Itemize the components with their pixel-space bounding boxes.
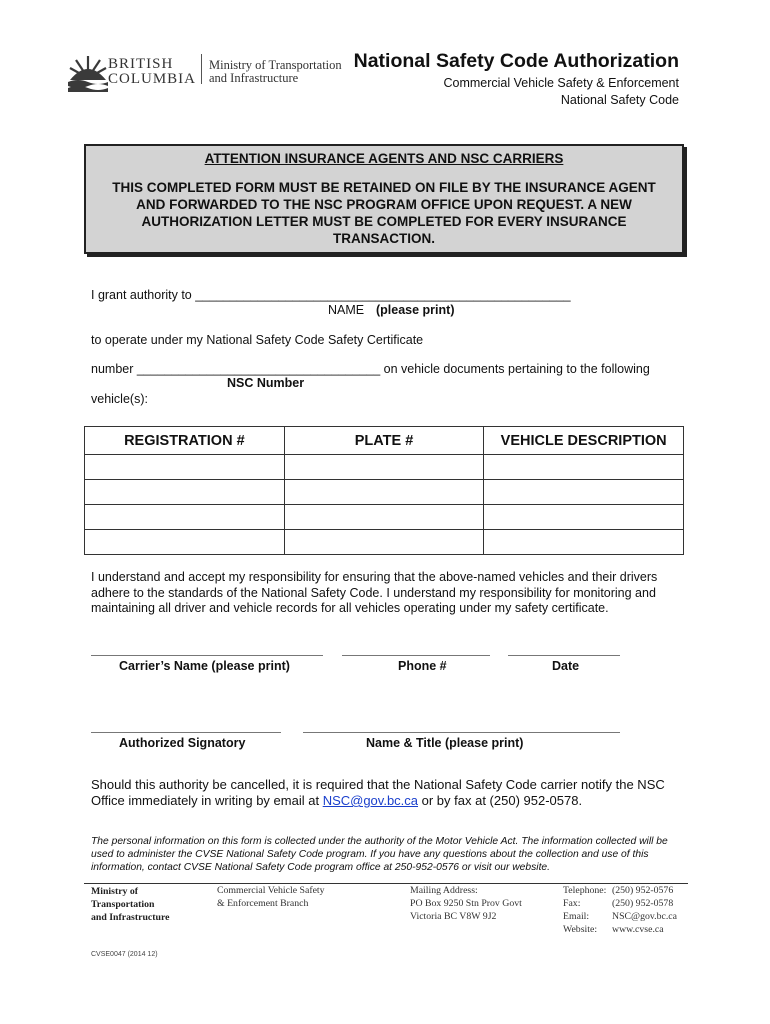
phone-label: Phone # — [398, 659, 447, 673]
footer-address-line: PO Box 9250 Stn Prov Govt — [410, 898, 522, 909]
privacy-notice: The personal information on this form is collected under the authority of the Motor Vehicle Act. The information collected will be used to administer the CVSE National Safety Code program. If you have any questions about the collection and use of this information, contact CVSE National Safety Code program office at 250-952-0576 or visit our website. — [91, 836, 668, 873]
plate-cell[interactable] — [284, 455, 484, 480]
ministry-name-line1: Ministry of Transportation — [209, 58, 342, 72]
notice-body: THIS COMPLETED FORM MUST BE RETAINED ON FILE BY THE INSURANCE AGENT AND FORWARDED TO THE NSC PROGRAM OFFICE UPON REQUEST. A NEW AUTHORIZATION LETTER MUST BE COMPLETED FOR EVERY INSURANCE TRANSACTION. — [112, 180, 656, 246]
footer-contact-values — [612, 884, 677, 936]
date-signature-line[interactable] — [508, 655, 620, 656]
column-header-description: VEHICLE DESCRIPTION — [484, 427, 684, 455]
notice-box — [84, 144, 684, 254]
phone-signature-line[interactable] — [342, 655, 490, 656]
subtitle-nsc: National Safety Code — [560, 93, 679, 107]
footer-branch — [217, 884, 325, 910]
name-hint: (please print) — [376, 303, 455, 317]
table-row — [85, 480, 684, 505]
notice-heading: ATTENTION INSURANCE AGENTS AND NSC CARRIERS — [204, 151, 564, 166]
subtitle-cvse: Commercial Vehicle Safety & Enforcement — [443, 76, 679, 90]
registration-cell[interactable] — [85, 505, 285, 530]
contact-label: Fax: — [563, 898, 581, 909]
name-label: NAME — [328, 303, 365, 317]
table-row — [85, 455, 684, 480]
plate-cell[interactable] — [284, 480, 484, 505]
footer-branch-line: & Enforcement Branch — [217, 898, 309, 909]
table-row — [85, 505, 684, 530]
footer-ministry — [91, 885, 169, 924]
nsc-email-link[interactable]: NSC@gov.bc.ca — [322, 793, 419, 808]
logo-text-british: BRITISH — [108, 56, 174, 72]
authorized-signatory-line[interactable] — [91, 732, 281, 733]
description-cell[interactable] — [484, 530, 684, 555]
cancellation-text-after: or by fax at (250) 952-0578. — [418, 793, 583, 808]
footer-address-line: Mailing Address: — [410, 885, 478, 896]
responsibility-statement: I understand and accept my responsibility for ensuring that the above-named vehicles and their drivers adhere to the standards of the National Safety Code. I understand my responsibility for monitoring and maintaining all driver and vehicle records for all vehicles operating under my safety certificate. — [91, 570, 658, 615]
footer-address-line: Victoria BC V8W 9J2 — [410, 911, 497, 922]
contact-label: Email: — [563, 911, 590, 922]
registration-cell[interactable] — [85, 480, 285, 505]
cancellation-text-before: Should this authority be cancelled, it is required that the National Safety Code carrier notify the NSC Office immediately in writing by email at — [91, 777, 665, 808]
table-header-row — [85, 427, 684, 455]
operate-text: to operate under my National Safety Code Safety Certificate — [91, 333, 424, 347]
vehicles-label: vehicle(s): — [91, 392, 148, 406]
footer-ministry-line: and Infrastructure — [91, 912, 170, 923]
bc-sun-logo-icon — [68, 50, 108, 92]
page-title: National Safety Code Authorization — [353, 50, 679, 72]
column-header-plate: PLATE # — [284, 427, 484, 455]
plate-cell[interactable] — [284, 530, 484, 555]
contact-label: Website: — [563, 924, 598, 935]
table-row — [85, 530, 684, 555]
carrier-name-signature-line[interactable] — [91, 655, 323, 656]
form-code: CVSE0047 (2014 12) — [91, 951, 158, 958]
nsc-number-label: NSC Number — [227, 376, 305, 390]
contact-website[interactable]: www.cvse.ca — [612, 924, 664, 935]
description-cell[interactable] — [484, 480, 684, 505]
plate-cell[interactable] — [284, 505, 484, 530]
footer-contact-labels — [563, 884, 606, 936]
date-label: Date — [552, 659, 580, 673]
cancellation-notice — [91, 777, 671, 809]
contact-label: Telephone: — [563, 885, 607, 896]
logo-divider — [201, 54, 202, 84]
nsc-number-line[interactable]: number ___________________________________ on vehicle documents pertaining to the following — [91, 362, 650, 376]
contact-email[interactable]: NSC@gov.bc.ca — [612, 911, 677, 922]
logo-text-columbia: COLUMBIA — [108, 71, 197, 87]
footer-ministry-line: Transportation — [91, 899, 155, 910]
name-title-label: Name & Title (please print) — [366, 736, 524, 750]
description-cell[interactable] — [484, 505, 684, 530]
footer-branch-line: Commercial Vehicle Safety — [217, 885, 325, 896]
vehicle-table — [84, 426, 684, 555]
carrier-name-label: Carrier’s Name (please print) — [119, 659, 290, 673]
authorized-signatory-label: Authorized Signatory — [119, 736, 246, 750]
contact-fax: (250) 952-0578 — [612, 898, 674, 909]
contact-telephone: (250) 952-0576 — [612, 885, 674, 896]
footer-address — [410, 884, 522, 923]
ministry-name-line2: and Infrastructure — [209, 71, 299, 85]
footer-ministry-line: Ministry of — [91, 886, 139, 897]
column-header-registration: REGISTRATION # — [85, 427, 285, 455]
grant-authority-line[interactable]: I grant authority to ______________________________________________________ — [91, 288, 571, 302]
description-cell[interactable] — [484, 455, 684, 480]
registration-cell[interactable] — [85, 530, 285, 555]
name-title-line[interactable] — [303, 732, 620, 733]
registration-cell[interactable] — [85, 455, 285, 480]
